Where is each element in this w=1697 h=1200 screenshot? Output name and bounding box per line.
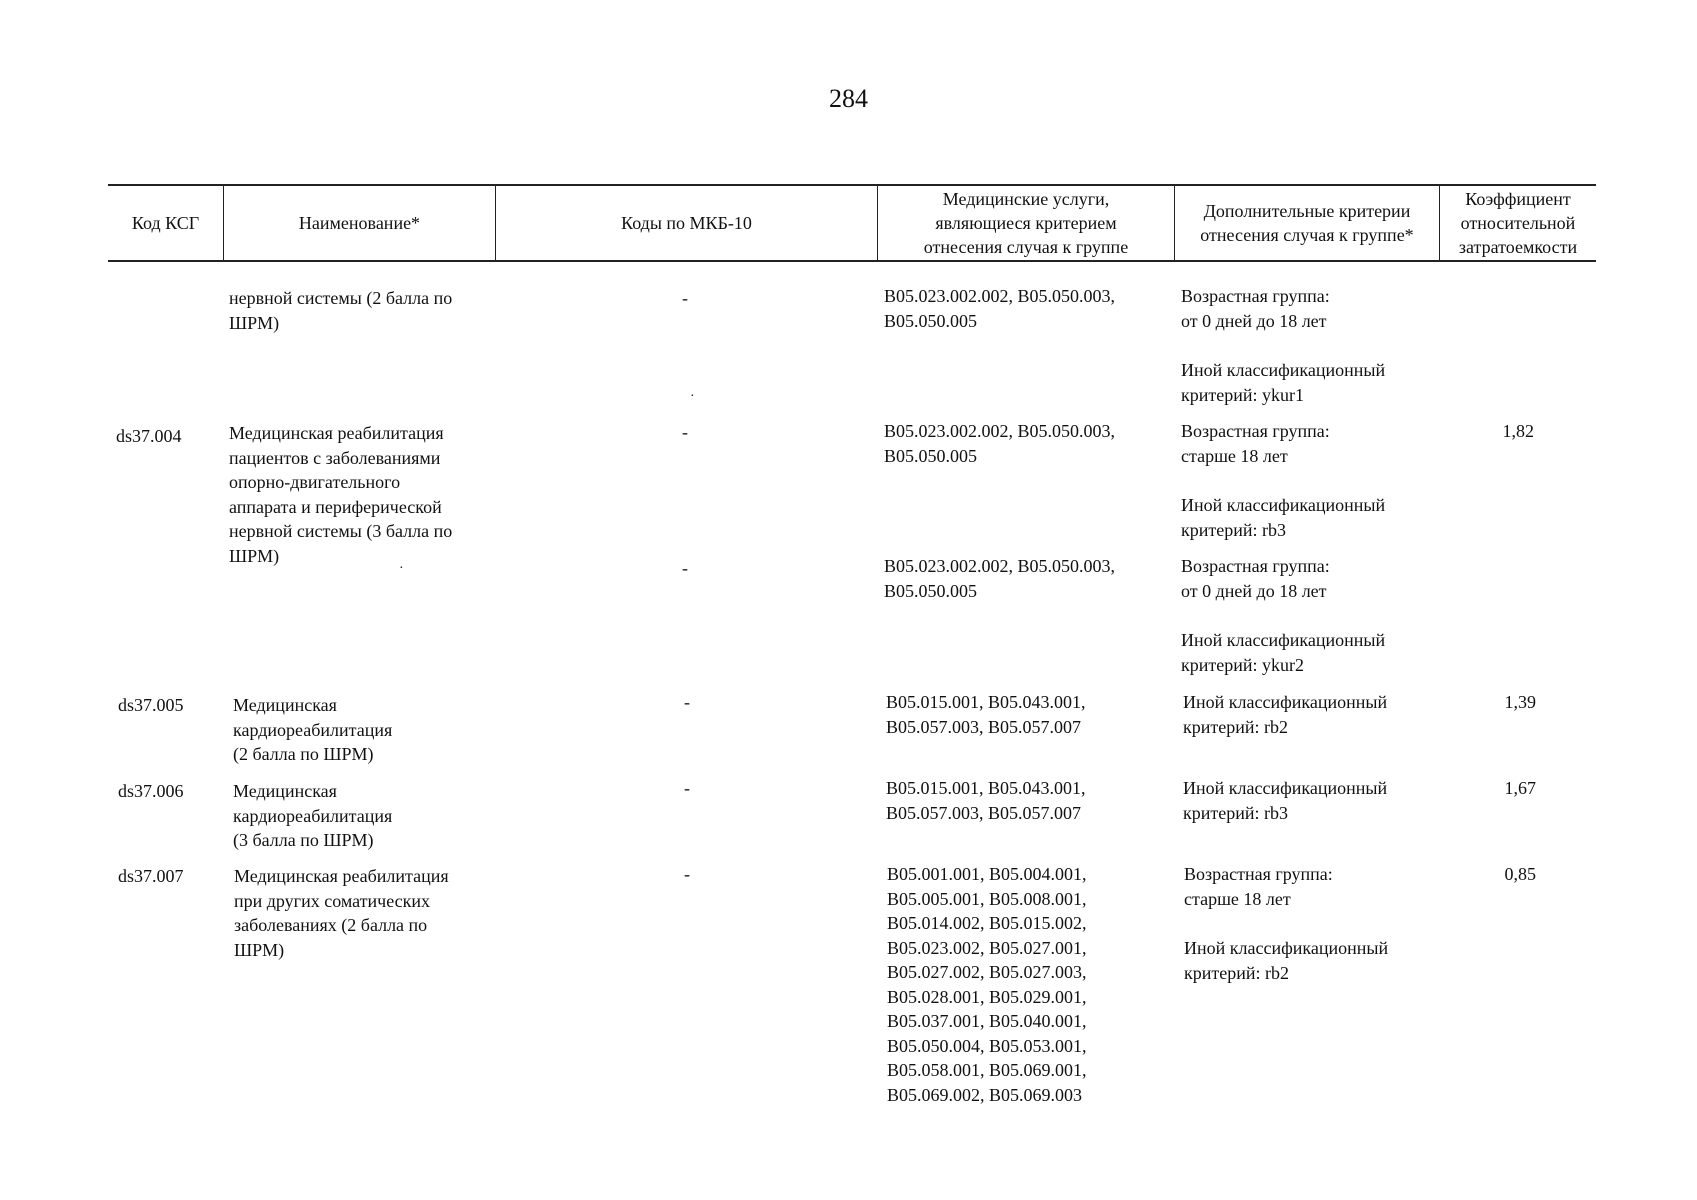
row-1-criteria-b-age: Возрастная группа: от 0 дней до 18 лет (1181, 556, 1330, 601)
row-1-criteria-a-class: Иной классификационный критерий: rb3 (1181, 495, 1386, 540)
row-4-code: ds37.007 (118, 866, 184, 886)
header-code: Код КСГ (131, 213, 200, 233)
row-0-name: нервной системы (2 балла по ШРМ) (229, 288, 453, 333)
row-3-criteria: Иной классификационный критерий: rb3 (1183, 778, 1388, 823)
header-name: Наименование* (298, 213, 421, 233)
row-1-coef: 1,82 (1502, 421, 1534, 441)
row-2-name: Медицинская кардиореабилитация (2 балла по ШРМ) (233, 695, 393, 764)
row-0-mkb: - (682, 288, 688, 308)
row-1-services-b: B05.023.002.002, B05.050.003, B05.050.005 (884, 556, 1116, 601)
page-number: 284 (829, 84, 868, 113)
row-4-criteria-class: Иной классификационный критерий: rb2 (1184, 938, 1389, 983)
row-1-code: ds37.004 (116, 426, 182, 446)
row-4-services: B05.001.001, B05.004.001, B05.005.001, B05.008.001, B05.014.002, B05.015.002, B05.023.002, B05.027.001, B05.027.002, B05.027.003, B05.028.001, B05.029.001, B05.037.001, B05.040.001, B05.050.004, B05.053.001, B05.058.001, B05.069.001, B05.069.002, B05.069.003 (887, 864, 1087, 1105)
row-1-mkb-a: - (682, 422, 688, 442)
header-criteria: Дополнительные критерии отнесения случая к группе* (1200, 201, 1414, 245)
header-services: Медицинские услуги, являющиеся критерием отнесения случая к группе (923, 189, 1129, 257)
table-header-bottom-rule (108, 260, 1596, 262)
row-4-coef: 0,85 (1504, 864, 1536, 884)
row-3-coef: 1,67 (1504, 778, 1536, 798)
row-3-mkb: - (684, 778, 690, 798)
row-0-criteria-age: Возрастная группа: от 0 дней до 18 лет (1181, 286, 1330, 331)
row-0-services: B05.023.002.002, B05.050.003, B05.050.005 (884, 286, 1116, 331)
row-2-code: ds37.005 (118, 695, 184, 715)
row-1-criteria-a-age: Возрастная группа: старше 18 лет (1181, 421, 1330, 466)
row-2-services: B05.015.001, B05.043.001, B05.057.003, B05.057.007 (886, 692, 1086, 737)
row-1-services-a: B05.023.002.002, B05.050.003, B05.050.005 (884, 421, 1116, 466)
row-3-name: Медицинская кардиореабилитация (3 балла по ШРМ) (233, 781, 393, 850)
scan-dot: · (399, 561, 404, 576)
row-0-criteria-class: Иной классификационный критерий: ykur1 (1181, 360, 1386, 405)
header-coef: Коэффициент относительной затратоемкости (1458, 189, 1578, 257)
row-3-services: B05.015.001, B05.043.001, B05.057.003, B05.057.007 (886, 778, 1086, 823)
row-2-coef: 1,39 (1504, 692, 1536, 712)
row-1-name: Медицинская реабилитация пациентов с заболеваниями опорно-двигательного аппарата и периферической нервной системы (3 балла по ШРМ) (229, 423, 453, 566)
row-3-code: ds37.006 (118, 781, 184, 801)
row-2-mkb: - (684, 692, 690, 712)
row-1-mkb-b: - (682, 558, 688, 578)
scan-dot: · (690, 389, 695, 404)
row-4-criteria-age: Возрастная группа: старше 18 лет (1184, 864, 1333, 909)
row-4-name: Медицинская реабилитация при других соматических заболеваниях (2 балла по ШРМ) (234, 866, 449, 960)
header-mkb: Коды по МКБ-10 (621, 213, 752, 233)
row-2-criteria: Иной классификационный критерий: rb2 (1183, 692, 1388, 737)
row-4-mkb: - (684, 864, 690, 884)
row-1-criteria-b-class: Иной классификационный критерий: ykur2 (1181, 630, 1386, 675)
